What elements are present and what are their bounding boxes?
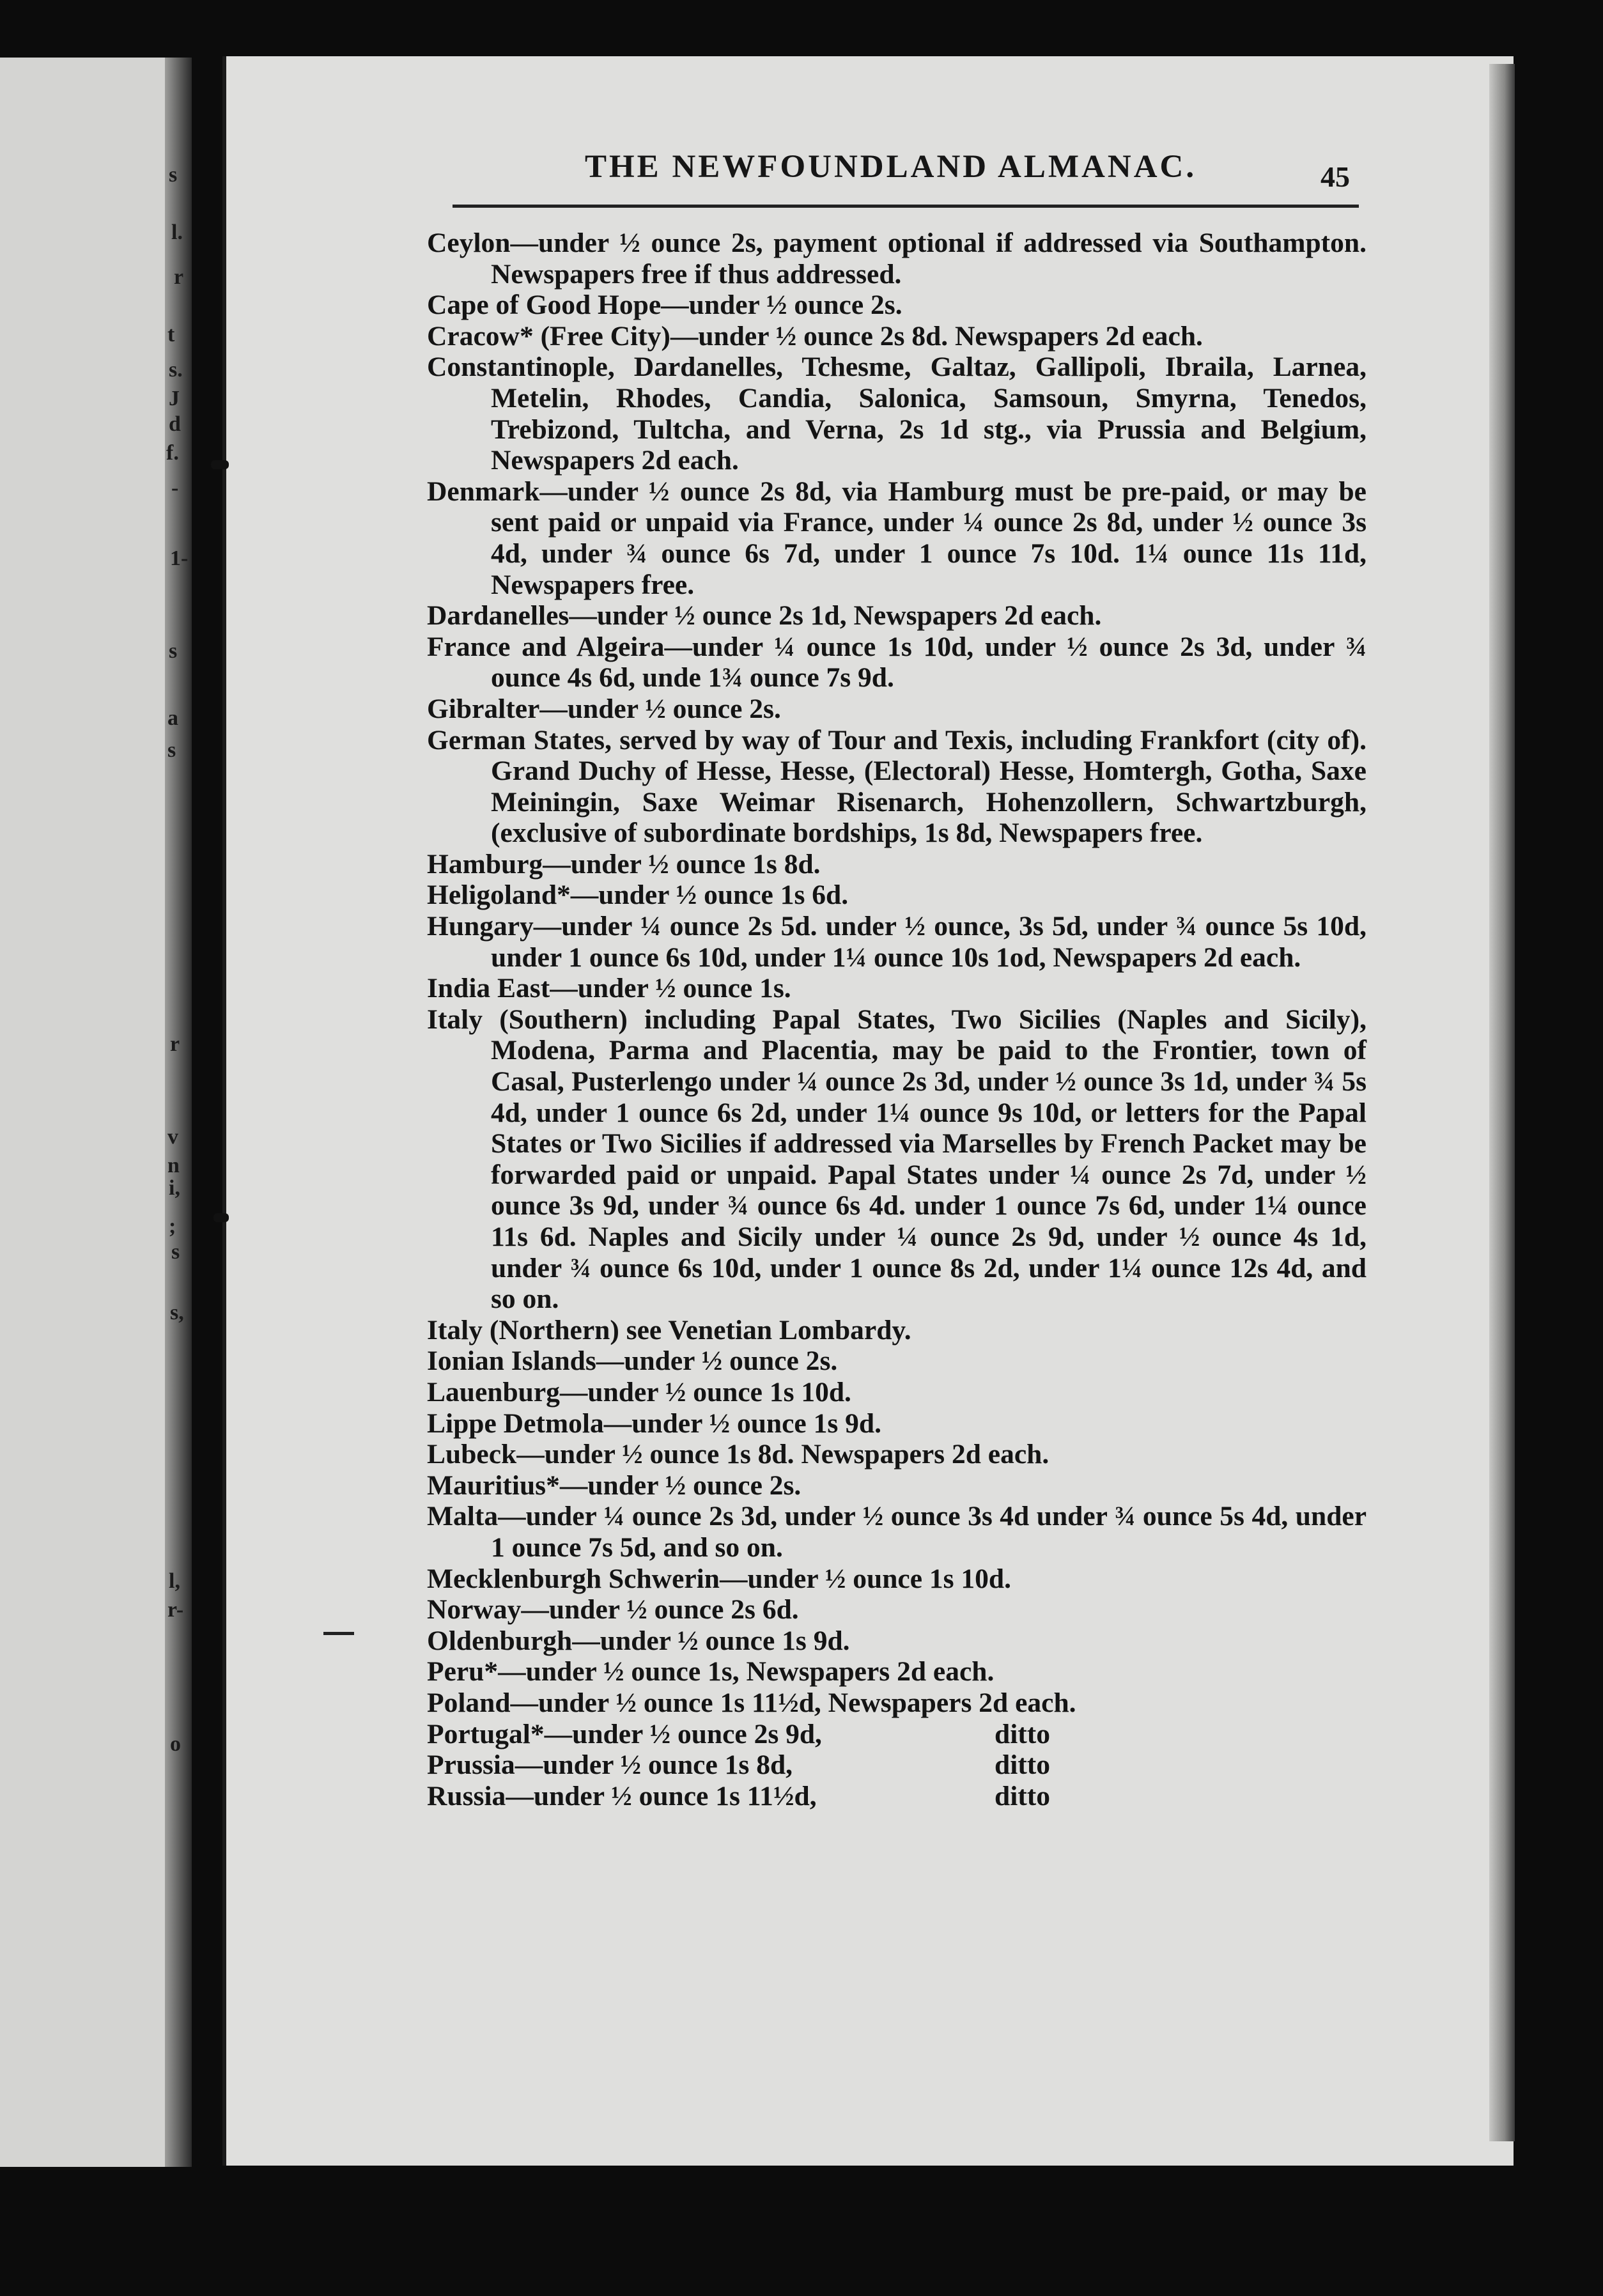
left-page-text-fragment: ; bbox=[169, 1214, 176, 1238]
left-page-text-fragment: a bbox=[167, 706, 178, 730]
entry-hungary: Hungary—under ¼ ounce 2s 5d. under ½ ounce, 3s 5d, under ¾ ounce 5s 10d, under 1 ounce 6s 10d, under 1¼ ounce 10s 1od, Newspapers 2d each. bbox=[427, 911, 1367, 973]
entry-france-and-algeira: France and Algeira—under ¼ ounce 1s 10d, under ½ ounce 2s 3d, under ¾ ounce 4s 6d, unde 1¾ ounce 7s 9d. bbox=[427, 631, 1367, 694]
entry-cracow: Cracow* (Free City)—under ½ ounce 2s 8d. Newspapers 2d each. bbox=[427, 320, 1203, 352]
entry-dardanelles: Dardanelles—under ½ ounce 2s 1d, Newspapers 2d each. bbox=[427, 600, 1102, 632]
entry-hamburg: Hamburg—under ½ ounce 1s 8d. bbox=[427, 848, 821, 880]
left-page-text-fragment: v bbox=[167, 1125, 178, 1149]
left-page-fragment bbox=[0, 58, 192, 2167]
entry-gibralter: Gibralter—under ½ ounce 2s. bbox=[427, 693, 781, 724]
left-page-text-fragment: J bbox=[169, 387, 180, 410]
left-page-text-fragment: t bbox=[167, 323, 175, 346]
left-page-text-fragment: - bbox=[171, 476, 179, 500]
left-page-text-fragment: s bbox=[167, 738, 176, 762]
entry-mecklenburgh-schwerin: Mecklenburgh Schwerin—under ½ ounce 1s 10d. bbox=[427, 1563, 1011, 1594]
entry-russia: Russia—under ½ ounce 1s 11½d, ditto bbox=[427, 1780, 1050, 1811]
left-page-text-fragment: n bbox=[167, 1154, 180, 1177]
entry-mauritius: Mauritius*—under ½ ounce 2s. bbox=[427, 1470, 802, 1501]
entry-denmark: Denmark—under ½ ounce 2s 8d, via Hamburg must be pre-paid, or may be sent paid or unpaid via France, under ¼ ounce 2s 8d, under ½ ounce 3s 4d, under ¾ ounce 6s 7d, under 1 ounce 7s 10d. 1¼ ounce 11s 11d, Newspapers free. bbox=[427, 476, 1367, 600]
entry-italy-northern: Italy (Northern) see Venetian Lombardy. bbox=[427, 1314, 911, 1346]
entry-india-east: India East—under ½ ounce 1s. bbox=[427, 973, 791, 1004]
left-page-text-fragment: s, bbox=[170, 1301, 184, 1324]
entry-malta: Malta—under ¼ ounce 2s 3d, under ½ ounce 3s 4d under ¾ ounce 5s 4d, under 1 ounce 7s 5d, and so on. bbox=[427, 1501, 1367, 1563]
entry-lubeck: Lubeck—under ½ ounce 1s 8d. Newspapers 2d each. bbox=[427, 1439, 1049, 1470]
left-page-text-fragment: s bbox=[171, 1240, 180, 1264]
entry-oldenburgh: Oldenburgh—under ½ ounce 1s 9d. bbox=[427, 1625, 850, 1656]
left-page-text-fragment: r bbox=[170, 1032, 180, 1056]
left-page-text-fragment: o bbox=[170, 1732, 181, 1756]
left-page-text-fragment: l, bbox=[169, 1569, 180, 1593]
entry-peru: Peru*—under ½ ounce 1s, Newspapers 2d each. bbox=[427, 1656, 995, 1687]
header-rule bbox=[453, 205, 1359, 208]
entry-cape-of-good-hope: Cape of Good Hope—under ½ ounce 2s. bbox=[427, 290, 902, 321]
entry-german-states: German States, served by way of Tour and Texis, including Frankfort (city of). Grand Duchy of Hesse, Hesse, (Electoral) Hesse, Homtergh, Gotha, Saxe Meiningin, Saxe Weimar Risenarch, Hohenzollern, Schwartzburgh, (exclusive of subordinate bordships, 1s 8d, Newspapers free. bbox=[427, 724, 1367, 849]
left-page-text-fragment: s bbox=[169, 163, 178, 187]
entry-lippe-detmola: Lippe Detmola—under ½ ounce 1s 9d. bbox=[427, 1408, 881, 1439]
entry-ionian-islands: Ionian Islands—under ½ ounce 2s. bbox=[427, 1346, 838, 1377]
running-header: THE NEWFOUNDLAND ALMANAC. bbox=[585, 149, 1197, 185]
left-page-text-fragment: s bbox=[169, 639, 178, 663]
entry-lauenburg: Lauenburg—under ½ ounce 1s 10d. bbox=[427, 1376, 851, 1408]
left-page-text-fragment: 1- bbox=[170, 547, 189, 570]
left-page-text-fragment: r bbox=[174, 265, 184, 289]
left-page-text-fragment: l. bbox=[171, 221, 183, 244]
left-page-text-fragment: i, bbox=[169, 1176, 180, 1200]
entry-heligoland: Heligoland*—under ½ ounce 1s 6d. bbox=[427, 880, 849, 911]
entry-portugal: Portugal*—under ½ ounce 2s 9d, ditto bbox=[427, 1718, 1050, 1749]
left-page-text-fragment: f. bbox=[166, 441, 179, 465]
entry-prussia: Prussia—under ½ ounce 1s 8d, ditto bbox=[427, 1749, 1050, 1781]
entry-constantinople: Constantinople, Dardanelles, Tchesme, Galtaz, Gallipoli, Ibraila, Larnea, Metelin, Rhodes, Candia, Salonica, Samsoun, Smyrna, Tenedos, Trebizond, Tultcha, and Verna, 2s 1d stg., via Prussia and Belgium, Newspapers 2d each. bbox=[427, 352, 1367, 476]
postage-rates-list bbox=[427, 228, 1367, 1811]
page-edge bbox=[1489, 64, 1515, 2141]
entry-poland: Poland—under ½ ounce 1s 11½d, Newspapers 2d each. bbox=[427, 1687, 1076, 1718]
left-page-text-fragment: s. bbox=[169, 358, 183, 382]
entry-italy-southern: Italy (Southern) including Papal States, Two Sicilies (Naples and Sicily), Modena, Parma and Placentia, may be paid to the Frontier, town of Casal, Pusterlengo under ¼ ounce 2s 3d, under ½ ounce 3s 1d, under ¾ 5s 4d, under 1 ounce 6s 2d, under 1¼ ounce 9s 10d, or letters for the Papal States or Two Sicilies if addressed via Marselles by French Packet may be forwarded paid or unpaid. Papal States under ¼ ounce 2s 7d, under ½ ounce 3s 9d, under ¾ ounce 6s 4d. under 1 ounce 7s 6d, under 1¼ ounce 11s 6d. Naples and Sicily under ¼ ounce 2s 9d, under ½ ounce 4s 1d, under ¾ ounce 6s 10d, under 1 ounce 8s 2d, under 1¼ ounce 12s 4d, and so on. bbox=[427, 1004, 1367, 1315]
left-page-text-fragment: d bbox=[169, 412, 181, 436]
entry-norway: Norway—under ½ ounce 2s 6d. bbox=[427, 1594, 799, 1625]
page-number: 45 bbox=[1320, 160, 1350, 193]
left-page-text-fragment: r- bbox=[167, 1598, 184, 1622]
entry-ceylon: Ceylon—under ½ ounce 2s, payment optional if addressed via Southampton. Newspapers free if thus addressed. bbox=[427, 228, 1367, 290]
margin-dash bbox=[323, 1632, 354, 1635]
